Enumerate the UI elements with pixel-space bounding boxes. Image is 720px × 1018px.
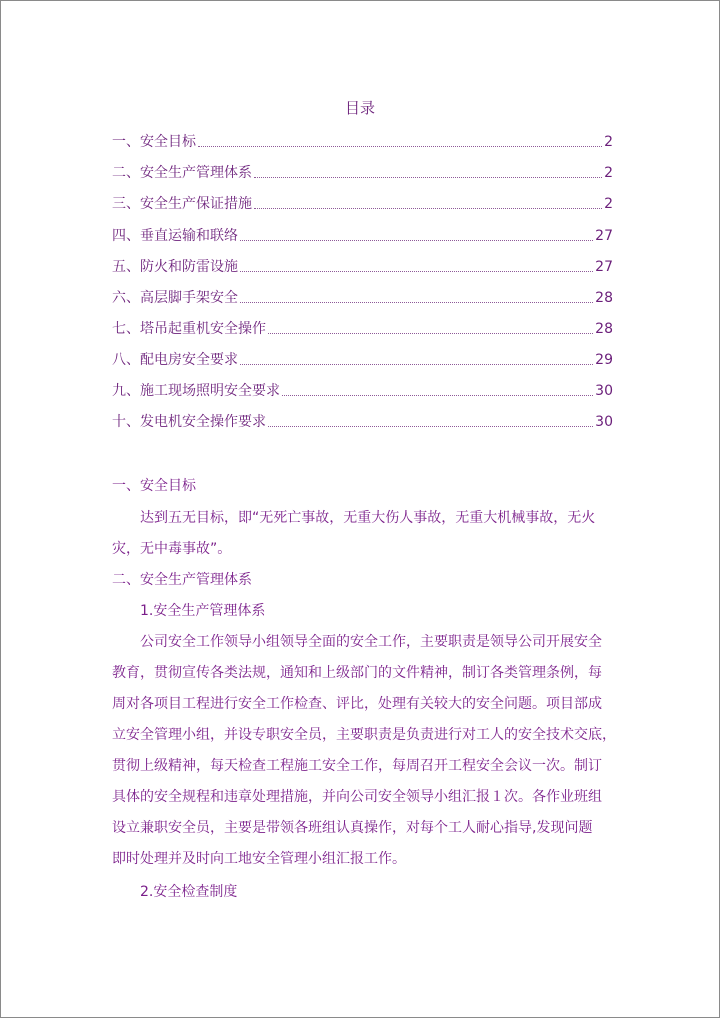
toc-entry[interactable] [112, 256, 613, 276]
paragraph-line: 设立兼职安全员，主要是带领各班组认真操作，对每个工人耐心指导,发现问题 [112, 820, 593, 836]
toc-leader-dots [268, 332, 593, 334]
paragraph-line: 周对各项目工程进行安全工作检查、评比，处理有关较大的安全问题。项目部成 [112, 696, 602, 712]
toc-entry-label: 十、发电机安全操作要求 [112, 414, 266, 430]
goal-text-line: 灾，无中毒事故”。 [112, 541, 232, 557]
toc-entry[interactable] [112, 131, 613, 151]
section-heading-2: 二、安全生产管理体系 [112, 572, 252, 588]
paragraph-line: 具体的安全规程和违章处理措施，并向公司安全领导小组汇报１次。各作业班组 [112, 789, 602, 805]
toc-leader-dots [240, 363, 593, 365]
toc-entry-page: 28 [595, 290, 613, 306]
toc-leader-dots [254, 207, 602, 209]
toc-leader-dots [268, 425, 593, 427]
paragraph-line: 立安全管理小组，并设专职安全员，主要职责是负责进行对工人的安全技术交底， [112, 727, 616, 743]
toc-entry-label: 六、高层脚手架安全 [112, 290, 238, 306]
toc-leader-dots [282, 394, 593, 396]
paragraph-line: 教育，贯彻宣传各类法规，通知和上级部门的文件精神，制订各类管理条例，每 [112, 665, 602, 681]
toc-entry[interactable] [112, 318, 613, 338]
toc-entry-page: 2 [604, 165, 613, 181]
toc-entry[interactable] [112, 411, 613, 431]
toc-entry[interactable] [112, 287, 613, 307]
toc-entry[interactable] [112, 349, 613, 369]
toc-entry-page: 30 [595, 414, 613, 430]
toc-entry-label: 一、安全目标 [112, 134, 196, 150]
toc-entry[interactable] [112, 225, 613, 245]
toc-entry-label: 四、垂直运输和联络 [112, 228, 238, 244]
subsection-heading: 1.安全生产管理体系 [140, 603, 266, 619]
toc-entry-page: 30 [595, 383, 613, 399]
toc-title: 目录 [344, 99, 375, 117]
toc-leader-dots [240, 239, 593, 241]
toc-leader-dots [254, 176, 602, 178]
toc-entry-label: 九、施工现场照明安全要求 [112, 383, 280, 399]
paragraph-line: 公司安全工作领导小组领导全面的安全工作，主要职责是领导公司开展安全 [140, 634, 602, 650]
toc-entry-page: 28 [595, 321, 613, 337]
toc-leader-dots [240, 301, 593, 303]
toc-entry[interactable] [112, 193, 613, 213]
toc-entry-label: 五、防火和防雷设施 [112, 259, 238, 275]
paragraph-line: 贯彻上级精神，每天检查工程施工安全工作，每周召开工程安全会议一次。制订 [112, 758, 602, 774]
toc-leader-dots [240, 270, 593, 272]
toc-entry-page: 2 [604, 134, 613, 150]
toc-entry-label: 八、配电房安全要求 [112, 352, 238, 368]
toc-entry-label: 三、安全生产保证措施 [112, 196, 252, 212]
toc-leader-dots [198, 145, 602, 147]
toc-entry-page: 29 [595, 352, 613, 368]
toc-entry-page: 2 [604, 196, 613, 212]
toc-entry-label: 二、安全生产管理体系 [112, 165, 252, 181]
toc-entry-page: 27 [595, 228, 613, 244]
toc-entry-page: 27 [595, 259, 613, 275]
toc-entry-label: 七、塔吊起重机安全操作 [112, 321, 266, 337]
subsection-heading: 2.安全检查制度 [140, 884, 238, 900]
section-heading-1: 一、安全目标 [112, 478, 196, 494]
paragraph-line: 即时处理并及时向工地安全管理小组汇报工作。 [112, 851, 406, 867]
toc-entry[interactable] [112, 162, 613, 182]
toc-entry[interactable] [112, 380, 613, 400]
goal-text-line: 达到五无目标，即“无死亡事故，无重大伤人事故，无重大机械事故，无火 [140, 510, 596, 526]
